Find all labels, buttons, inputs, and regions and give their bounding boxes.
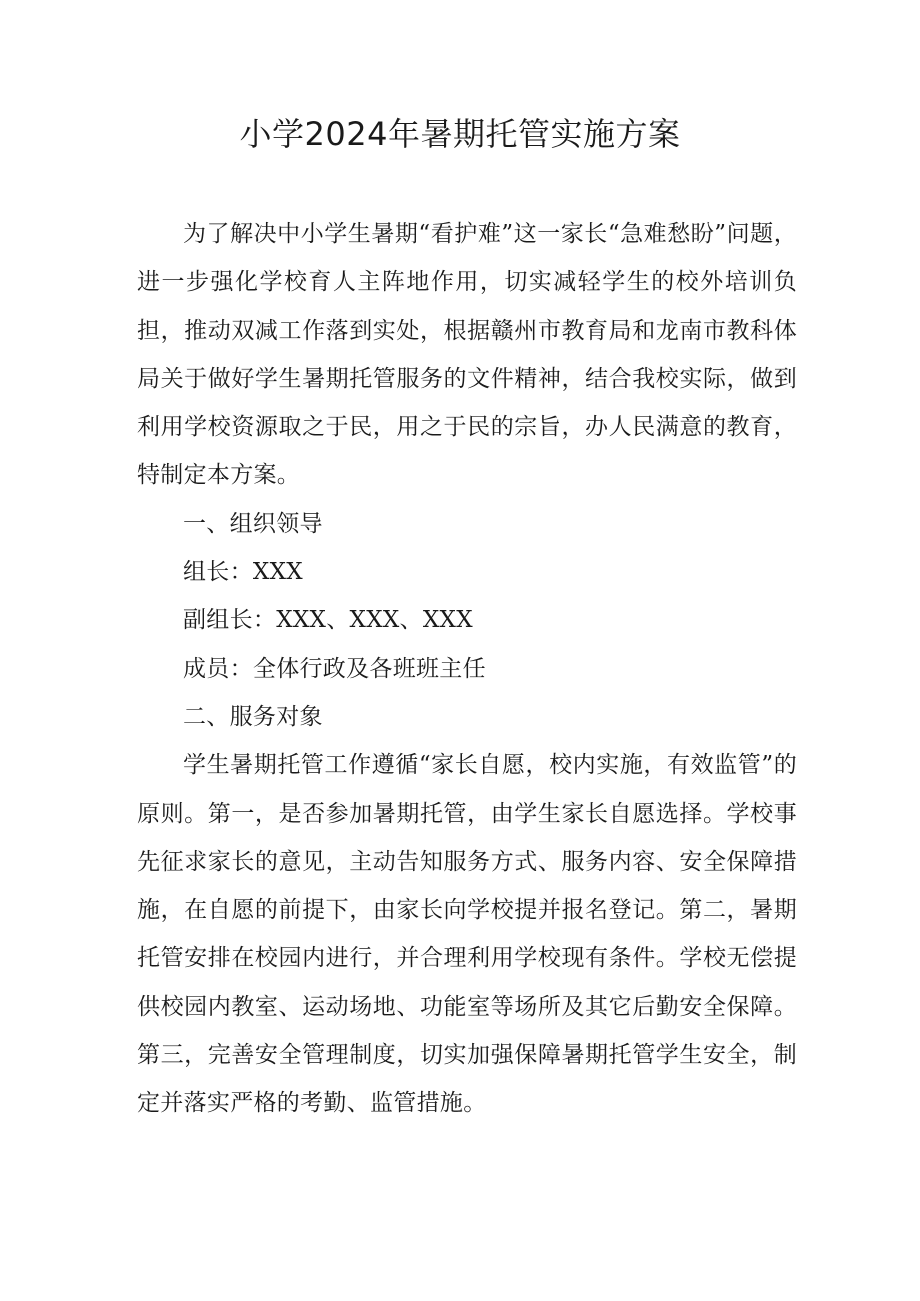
intro-paragraph: 为了解决中小学生暑期“看护难”这一家长“急难愁盼”问题，进一步强化学校育人主阵地作用，切实减轻学生的校外培训负担，推动双减工作落到实处，根据赣州市教育局和龙南市教科体局关于做好学生暑期托管服务的文件精神，结合我校实际，做到利用学校资源取之于民，用之于民的宗旨，办人民满意的教育，特制定本方案。 xyxy=(137,221,797,489)
document-title: 小学2024年暑期托管实施方案 xyxy=(239,115,681,153)
group-leader-line: 组长：XXX xyxy=(183,559,303,586)
document-body xyxy=(137,210,797,1128)
members-line: 成员：全体行政及各班班主任 xyxy=(183,655,486,682)
section-heading-service-target: 二、服务对象 xyxy=(183,703,323,730)
section-heading-organization: 一、组织领导 xyxy=(183,510,323,537)
deputy-leader-line: 副组长：XXX、XXX、XXX xyxy=(183,607,473,634)
service-target-paragraph: 学生暑期托管工作遵循“家长自愿，校内实施，有效监管”的原则。第一，是否参加暑期托管，由学生家长自愿选择。学校事先征求家长的意见，主动告知服务方式、服务内容、安全保障措施，在自愿的前提下，由家长向学校提并报名登记。第二，暑期托管安排在校园内进行，并合理利用学校现有条件。学校无偿提供校园内教室、运动场地、功能室等场所及其它后勤安全保障。第三，完善安全管理制度，切实加强保障暑期托管学生安全，制定并落实严格的考勤、监管措施。 xyxy=(137,752,797,1117)
